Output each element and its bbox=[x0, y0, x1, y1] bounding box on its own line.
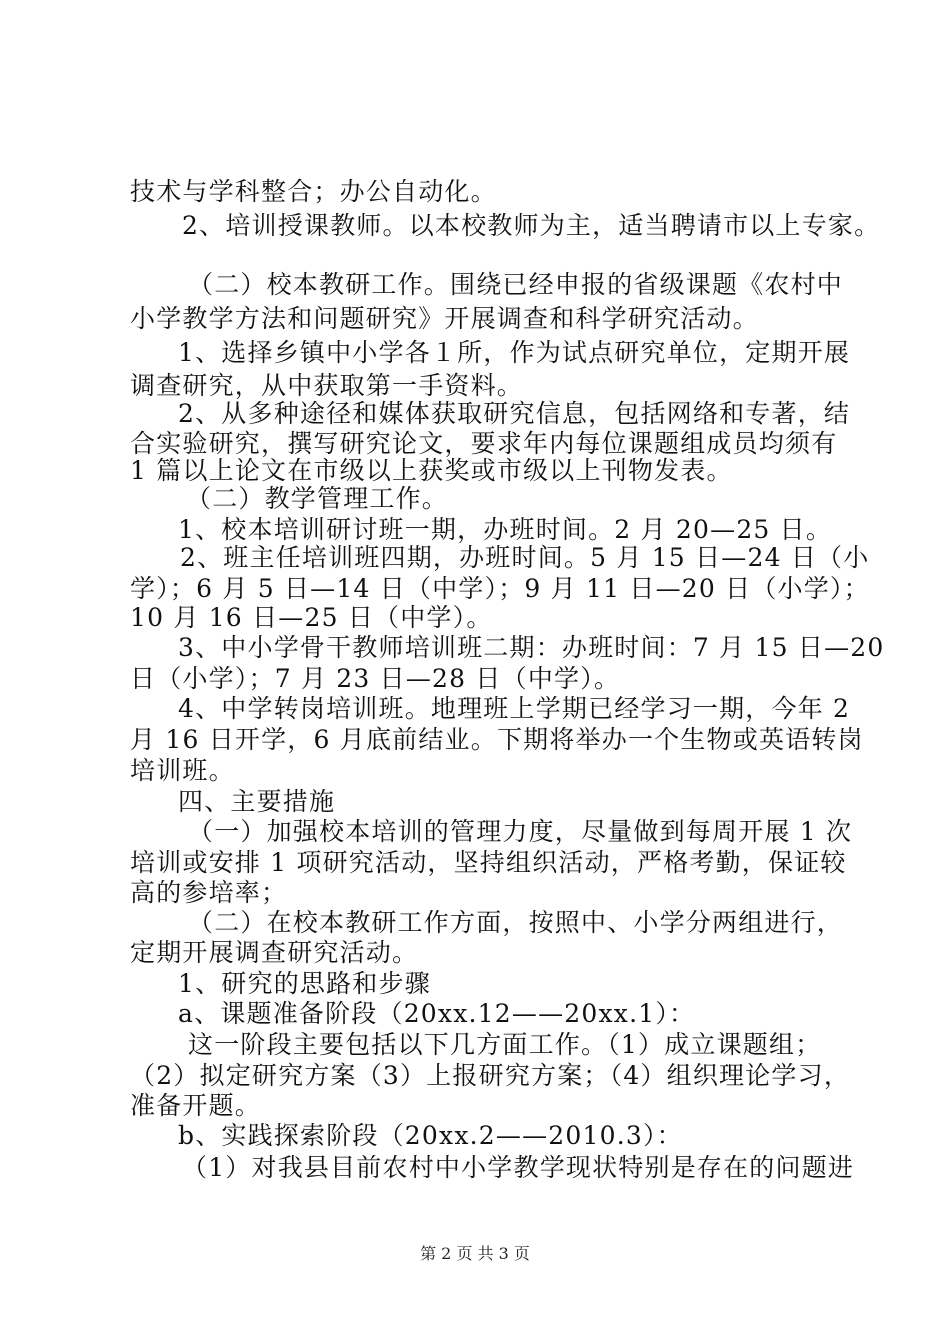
list-item: 3、中小学骨干教师培训班二期：办班时间：7 月 15 日—20 bbox=[178, 633, 885, 662]
text-line: 培训或安排 1 项研究活动，坚持组织活动，严格考勤，保证较 bbox=[130, 848, 847, 877]
text-line: 小学教学方法和问题研究》开展调查和科学研究活动。 bbox=[130, 304, 759, 333]
text-line: 培训班。 bbox=[130, 756, 235, 785]
text-line: 这一阶段主要包括以下几方面工作。（1）成立课题组； bbox=[188, 1030, 822, 1059]
text-line: 高的参培率； bbox=[130, 878, 288, 907]
text-line: 技术与学科整合；办公自动化。 bbox=[130, 177, 497, 206]
section-heading: （二）教学管理工作。 bbox=[186, 484, 449, 513]
text-line: 2、培训授课教师。以本校教师为主，适当聘请市以上专家。 bbox=[182, 211, 881, 240]
list-item: 2、从多种途径和媒体获取研究信息，包括网络和专著，结 bbox=[178, 399, 851, 428]
text-line: 准备开题。 bbox=[130, 1091, 262, 1120]
list-item: 1、校本培训研讨班一期，办班时间。2 月 20—25 日。 bbox=[178, 515, 833, 544]
text-line: 日（小学）；7 月 23 日—28 日（中学）。 bbox=[130, 664, 621, 693]
text-line: （2）拟定研究方案（3）上报研究方案；（4）组织理论学习， bbox=[130, 1061, 851, 1090]
text-line: 调查研究，从中获取第一手资料。 bbox=[130, 371, 524, 400]
text-line: 定期开展调查研究活动。 bbox=[130, 938, 419, 967]
text-line: 合实验研究，撰写研究论文，要求年内每位课题组成员均须有 bbox=[130, 429, 838, 458]
list-item: 1、研究的思路和步骤 bbox=[178, 969, 431, 998]
list-item: 2、班主任培训班四期，办班时间。5 月 15 日—24 日（小 bbox=[180, 543, 870, 572]
section-heading: 四、主要措施 bbox=[178, 787, 336, 816]
list-item: a、课题准备阶段（20xx.12——20xx.1）： bbox=[178, 999, 696, 1028]
text-line: （1）对我县目前农村中小学教学现状特别是存在的问题进 bbox=[182, 1153, 855, 1182]
list-item: 4、中学转岗培训班。地理班上学期已经学习一期，今年 2 bbox=[178, 694, 851, 723]
text-line: 月 16 日开学，6 月底前结业。下期将举办一个生物或英语转岗 bbox=[130, 725, 864, 754]
page-number-footer: 第 2 页 共 3 页 bbox=[420, 1244, 530, 1263]
list-item: 1、选择乡镇中小学各１所，作为试点研究单位，定期开展 bbox=[178, 338, 851, 367]
text-line: （二）在校本教研工作方面，按照中、小学分两组进行， bbox=[188, 908, 844, 937]
text-line: （一）加强校本培训的管理力度，尽量做到每周开展 1 次 bbox=[188, 817, 853, 846]
list-item: b、实践探索阶段（20xx.2——2010.3）： bbox=[178, 1121, 683, 1150]
text-line: 10 月 16 日—25 日（中学）。 bbox=[130, 603, 493, 632]
text-line: 学）；6 月 5 日—14 日（中学）；9 月 11 日—20 日（小学）； bbox=[130, 574, 870, 603]
section-heading: （二）校本教研工作。围绕已经申报的省级课题《农村中 bbox=[188, 270, 844, 299]
text-line: 1 篇以上论文在市级以上获奖或市级以上刊物发表。 bbox=[130, 456, 733, 485]
